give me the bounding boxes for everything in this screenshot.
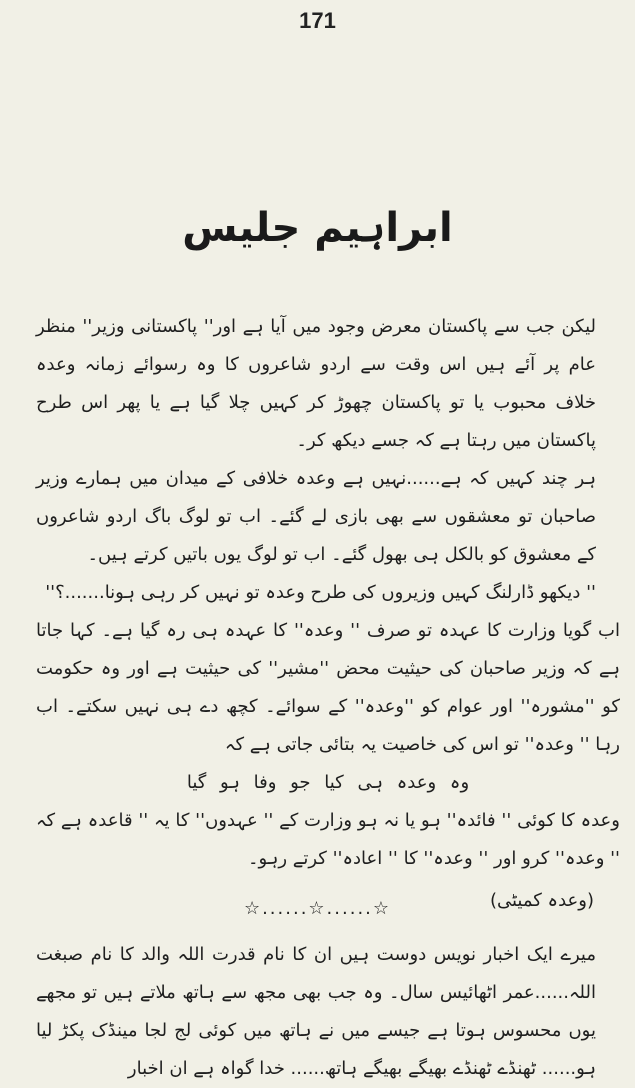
chapter-title: ابراہیم جلیس <box>182 205 453 251</box>
paragraph-1: لیکن جب سے پاکستان معرض وجود میں آیا ہے اور'' پاکستانی وزیر'' منظر عام پر آئے ہیں اس وقت سے اردو شاعروں کا وہ رسوائے زمانہ وعدہ خلاف محبوب یا تو پاکستان چھوڑ کر کہیں چلا گیا ہے یا پھر اس طرح پاکستان میں رہتا ہے کہ جسے دیکھ کر۔ <box>36 316 596 451</box>
paragraph-4: اب گویا وزارت کا عہدہ تو صرف '' وعدہ'' کا عہدہ ہی رہ گیا ہے۔ کہا جاتا ہے کہ وزیر صاحبان کی حیثیت محض ''مشیر'' کی حیثیت ہے اور وہ حکومت کو ''مشورہ'' اور عوام کو ''وعدہ'' کے سوائے۔ کچھ دے ہی نہیں سکتے۔ اب رہا '' وعدہ'' تو اس کی خاصیت یہ بتائی جاتی ہے کہ <box>36 620 620 755</box>
paragraph-3-quote: '' دیکھو ڈارلنگ کہیں وزیروں کی طرح وعدہ تو نہیں کر رہی ہونا.......؟'' <box>45 582 596 603</box>
main-text <box>36 308 620 920</box>
section-separator: ☆......☆......☆ <box>243 898 392 919</box>
verse-line: وہ وعدہ ہی کیا جو وفا ہو گیا <box>186 772 470 793</box>
page-number: 171 <box>299 8 336 33</box>
paragraph-5: وعدہ کا کوئی '' فائدہ'' ہو یا نہ ہو وزارت کے '' عہدوں'' کا یہ '' قاعدہ ہے کہ '' وعدہ'' کرو اور '' وعدہ'' کا '' اعادہ'' کرتے رہو۔ <box>36 810 620 869</box>
paragraph-6: میرے ایک اخبار نویس دوست ہیں ان کا نام قدرت اللہ والد کا نام صبغت اللہ......عمر اٹھائیس سال۔ وہ جب بھی مجھ سے ہاتھ ملاتے ہیں تو مجھے یوں محسوس ہوتا ہے جیسے میں نے ہاتھ میں کوئی لج لجا مینڈک پکڑ لیا ہو...... ٹھنڈے ٹھنڈے بھیگے بھیگے ہاتھ...... خدا گواہ ہے ان اخبار <box>36 944 596 1079</box>
signature: (وعدہ کمیٹی) <box>489 890 594 911</box>
paragraph-2: ہر چند کہیں کہ ہے......نہیں ہے وعدہ خلافی کے میدان میں ہمارے وزیر صاحبان تو معشقوں سے بھی بازی لے گئے۔ اب تو لوگ باگ اردو شاعروں کے معشوق کو بالکل ہی بھول گئے۔ اب تو لوگ یوں باتیں کرتے ہیں۔ <box>36 468 596 565</box>
second-section <box>36 936 620 1088</box>
